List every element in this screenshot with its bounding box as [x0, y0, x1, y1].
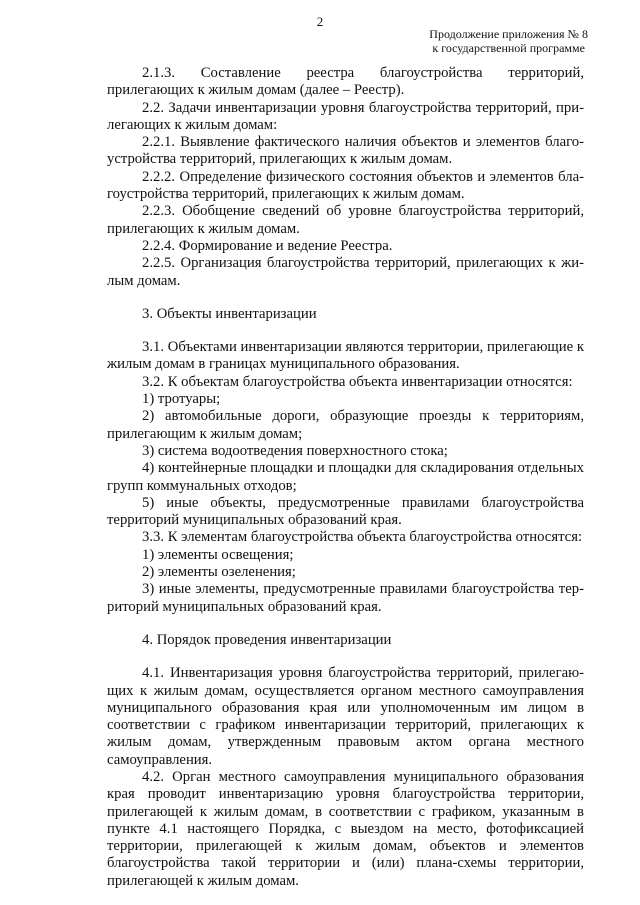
paragraph-2-1-3: 2.1.3. Составление реестра благоустройства территорий, прилегающих к жилым домам (далее – Реестр). [107, 65, 584, 99]
paragraph-2-2-2: 2.2.2. Определение физического состояния объектов и элементов благоустройства территорий, прилегающих к жилым домам. [107, 168, 584, 203]
document-body [107, 65, 584, 890]
section-heading-3: 3. Объекты инвентаризации [142, 305, 317, 322]
paragraph-2-2: 2.2. Задачи инвентаризации уровня благоустройства территорий, прилегающих к жилым домам: [107, 99, 584, 133]
list-item-sidewalks: 1) тротуары; [142, 391, 221, 408]
paragraph-4-1: 4.1. Инвентаризация уровня благоустройства территорий, прилегающих к жилым домам, осуществляется органом местного самоуправления муниципального образования края или уполномоченным им лицом в соответствии с графиком инвентаризации территорий, прилегающих к жилым домам, утвержденным правовым актом органа местного самоуправления. [107, 665, 584, 768]
paragraph-2-2-3: 2.2.3. Обобщение сведений об уровне благоустройства территорий, прилегающих к жилым домам. [107, 203, 584, 237]
paragraph-3-3: 3.3. К элементам благоустройства объекта благоустройства относятся: [142, 529, 583, 546]
list-item-lighting: 1) элементы освещения; [142, 546, 294, 563]
paragraph-2-2-5: 2.2.5. Организация благоустройства территорий, прилегающих к жилым домам. [107, 255, 584, 289]
paragraph-2-2-1: 2.2.1. Выявление фактического наличия объектов и элементов благоустройства территорий, прилегающих к жилым домам. [107, 134, 584, 168]
header-note-line-1: Продолжение приложения № 8 [429, 27, 588, 41]
paragraph-2-2-4: 2.2.4. Формирование и ведение Реестра. [142, 237, 393, 254]
page-number: 2 [316, 14, 324, 29]
paragraph-3-2: 3.2. К объектам благоустройства объекта инвентаризации относятся: [142, 373, 573, 390]
section-heading-4: 4. Порядок проведения инвентаризации [142, 631, 392, 648]
header-note-line-2: к государственной программе [432, 41, 585, 55]
appendix-header-note [429, 27, 588, 55]
list-item-greenery: 2) элементы озеленения; [142, 564, 296, 581]
paragraph-3-1: 3.1. Объектами инвентаризации являются территории, прилегающие к жилым домам в границах муниципального образования. [107, 339, 584, 373]
list-item-container-sites: 4) контейнерные площадки и площадки для складирования отдельных групп коммунальных отходов; [107, 460, 584, 494]
list-item-drainage: 3) система водоотведения поверхностного стока; [142, 442, 448, 459]
list-item-other-objects: 5) иные объекты, предусмотренные правилами благоустройства территорий муниципальных образований края. [107, 494, 584, 529]
list-item-other-elements: 3) иные элементы, предусмотренные правилами благоустройства территорий муниципальных образований края. [107, 581, 584, 615]
paragraph-4-2: 4.2. Орган местного самоуправления муниципального образования края проводит инвентаризацию уровня благоустройства территории, прилегающей к жилым домам, в соответствии с графиком, указанным в пункте 4.1 настоящего Порядка, с выездом на место, фотофиксацией территории, прилегающей к жилым домам, объектов и элементов благоустройства такой территории и (или) плана-схемы территории, прилегающей к жилым домам. [107, 768, 584, 889]
list-item-roads: 2) автомобильные дороги, образующие проезды к территориям, прилегающим к жилым домам; [107, 408, 584, 442]
